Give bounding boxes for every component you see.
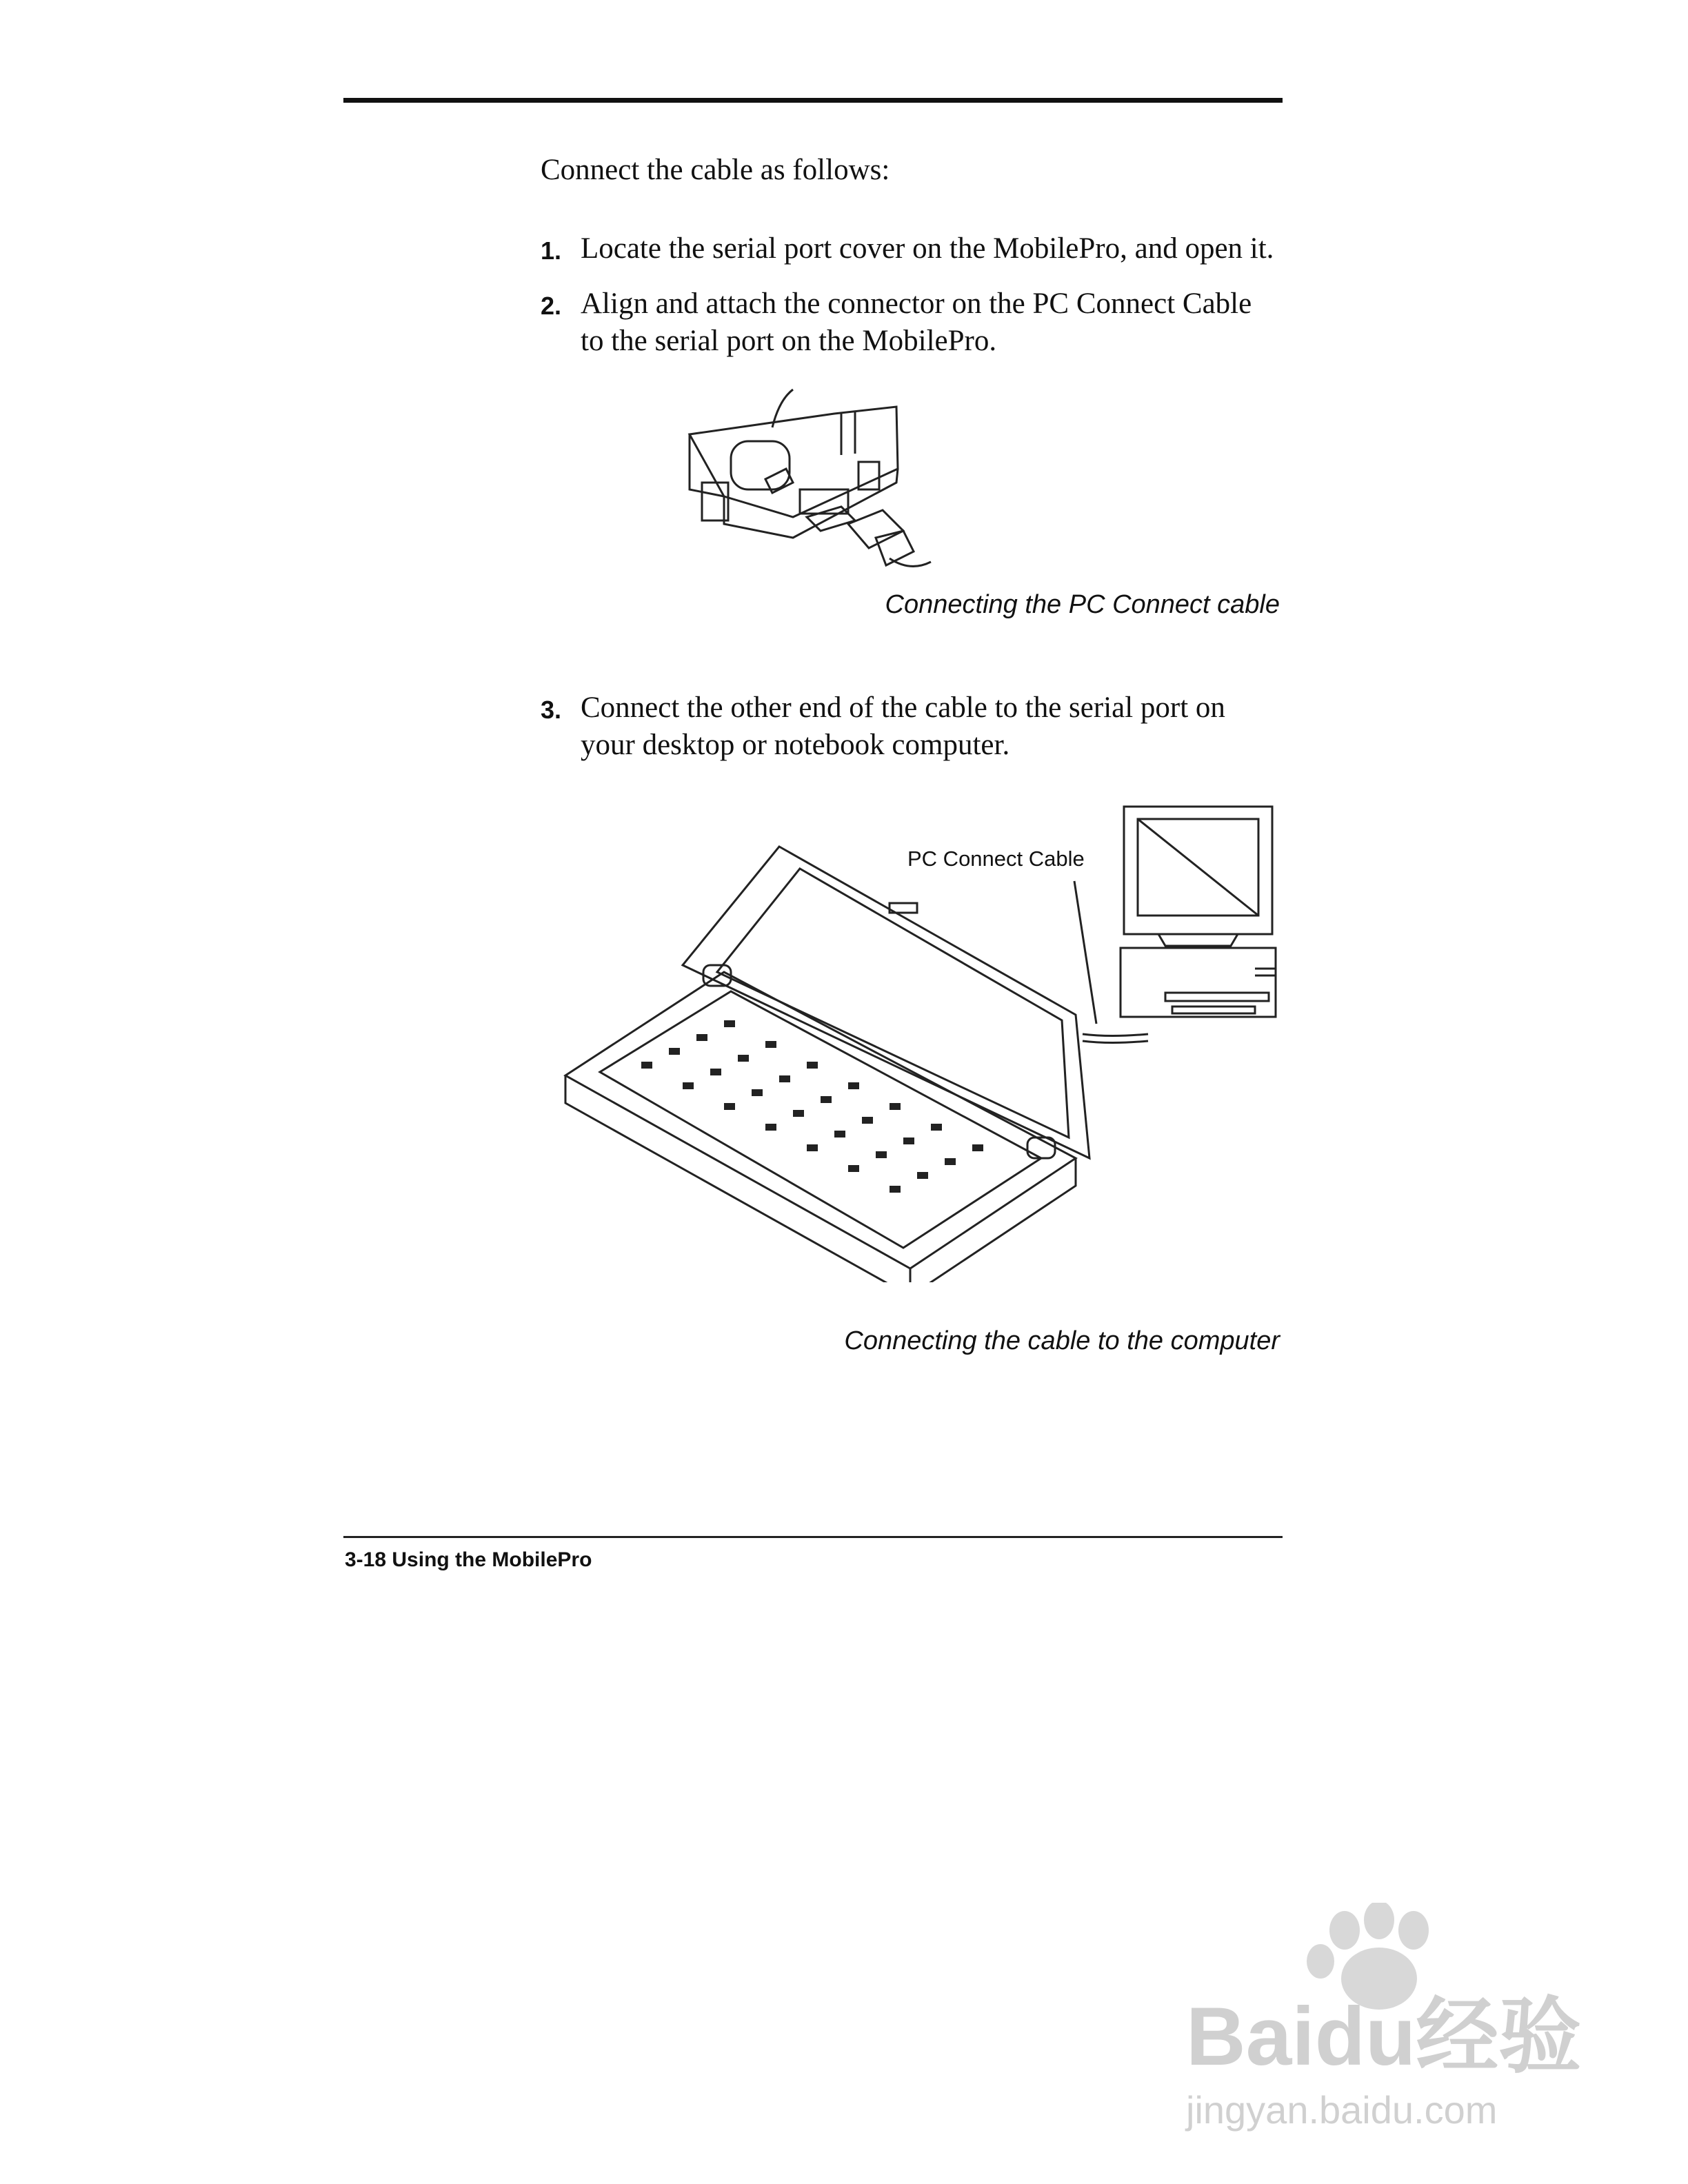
figure-cable-computer [559, 800, 1303, 1282]
step-number: 1. [541, 236, 562, 265]
baidu-paw-logo [1172, 1903, 1586, 2144]
step-2 [541, 285, 1272, 360]
footer-rule [343, 1536, 1283, 1538]
mobilepro-desktop-illustration [559, 800, 1303, 1282]
figure-serial-port [683, 386, 938, 586]
baidu-watermark [1172, 1903, 1586, 2144]
step-number: 2. [541, 292, 562, 320]
step-number: 3. [541, 696, 562, 724]
step-3 [541, 689, 1272, 764]
header-rule [343, 98, 1283, 103]
step-text: Connect the other end of the cable to the serial port on your desktop or notebook computer. [581, 691, 1225, 761]
intro-text: Connect the cable as follows: [541, 154, 890, 186]
callout-pc-connect-cable: PC Connect Cable [907, 847, 1085, 871]
step-text: Locate the serial port cover on the MobilePro, and open it. [581, 232, 1274, 265]
watermark-url: jingyan.baidu.com [1186, 2088, 1498, 2132]
watermark-brand: Baidu经验 [1186, 1990, 1582, 2083]
figure1-caption: Connecting the PC Connect cable [885, 590, 1280, 619]
figure2-caption: Connecting the cable to the computer [844, 1326, 1280, 1355]
serial-port-illustration [683, 386, 938, 586]
step-1 [541, 230, 1285, 270]
page-footer: 3-18 Using the MobilePro [345, 1548, 592, 1571]
step-text: Align and attach the connector on the PC Connect Cable to the serial port on the MobilePro. [581, 287, 1252, 357]
